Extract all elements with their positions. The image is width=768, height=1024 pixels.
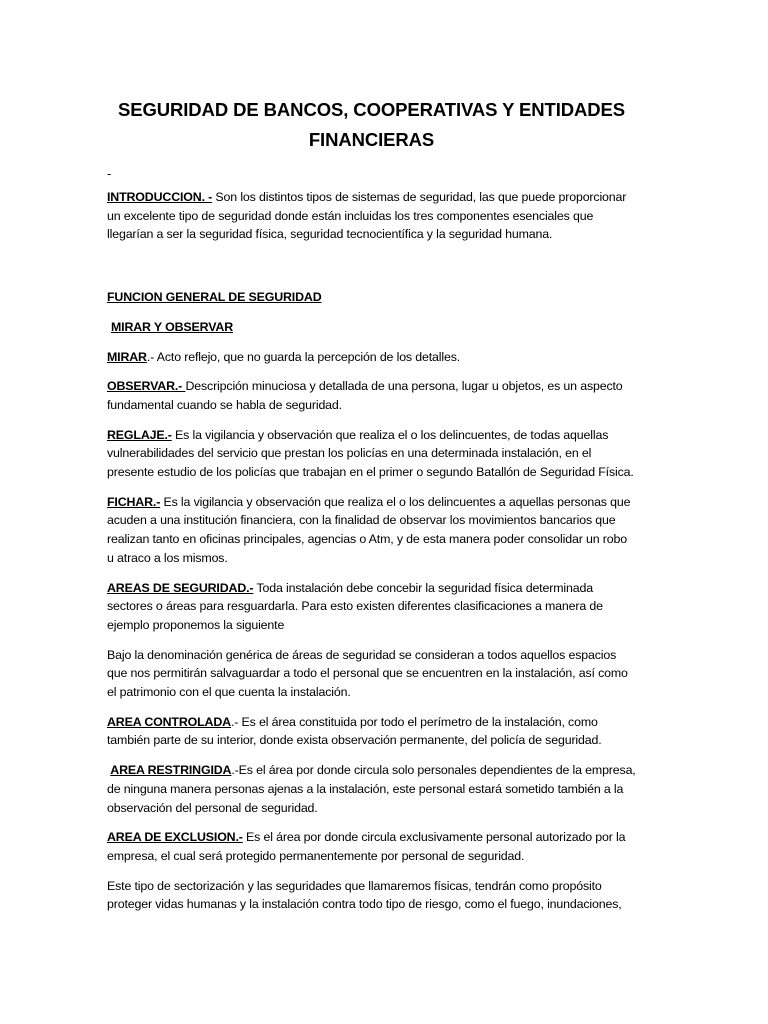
fichar-paragraph — [107, 493, 636, 568]
restricted-area-text: .-Es el área por donde circula solo personales dependientes de la empresa, de ninguna manera personas ajenas a la instalación, este personal estará sometido también a la observación del personal de seguridad. — [107, 763, 636, 815]
sectorization-text: Este tipo de sectorización y las seguridades que llamaremos físicas, tendrán como propósito proteger vidas humanas y la instalación contra todo tipo de riesgo, como el fuego, inundaciones, — [107, 878, 622, 912]
fichar-label: FICHAR.- — [107, 494, 161, 509]
mirar-text: .- Acto reflejo, que no guarda la percepción de los detalles. — [146, 349, 461, 364]
general-function-label: FUNCION GENERAL DE SEGURIDAD — [107, 290, 322, 305]
intro-label: INTRODUCCION. - — [107, 190, 213, 204]
sectorization-paragraph — [107, 877, 636, 914]
mirar-paragraph — [107, 348, 636, 367]
observar-text: Descripción minuciosa y detallada de una persona, lugar u objetos, es un aspecto fundamental cuando se habla de seguridad. — [107, 379, 623, 412]
restricted-area-label: AREA RESTRINGIDA — [110, 763, 232, 778]
exclusion-area-text: Es el área por donde circula exclusivamente personal autorizado por la empresa, el cual será protegido permanentemente por personal de seguridad. — [107, 830, 626, 863]
reglaje-paragraph — [107, 426, 636, 482]
generic-denomination-text: Bajo la denominación genérica de áreas de seguridad se consideran a todos aquellos espacios que nos permitirán salvaguardar a todo el personal que se encuentren en la instalación, así como el patrimonio con el que cuenta la instalación. — [107, 647, 628, 700]
security-areas-label: AREAS DE SEGURIDAD.- — [107, 580, 254, 595]
general-function-heading — [107, 288, 636, 307]
restricted-area-paragraph — [107, 761, 636, 817]
reglaje-text: Es la vigilancia y observación que realiza el o los delincuentes, de todas aquellas vulnerabilidades del servicio que prestan los policías en una determinada instalación, en el presente estudio de los policías que trabajan en el primer o segundo Batallón de Seguridad Física. — [107, 427, 634, 480]
observar-label: OBSERVAR.- — [107, 379, 186, 394]
controlled-area-text: .- Es el área constituida por todo el perímetro de la instalación, como también parte de su interior, donde exista observación permanente, del policía de seguridad. — [107, 714, 602, 748]
fichar-text: Es la vigilancia y observación que realiza el o los delincuentes a aquellas personas que acuden a una institución financiera, con la finalidad de observar los movimientos bancarios que realizan tanto en oficinas principales, agencias o Atm, y de esta manera poder consolidar un robo u atraco a los mismos. — [107, 494, 631, 565]
document-title: SEGURIDAD DE BANCOS, COOPERATIVAS Y ENTIDADES FINANCIERAS — [117, 99, 626, 150]
dash-line: - — [107, 166, 112, 181]
security-areas-text: Toda instalación debe concebir la seguridad física determinada sectores o áreas para resguardarla. Para esto existen diferentes clasificaciones a manera de ejemplo proponemos la siguiente — [107, 580, 603, 632]
look-observe-label: MIRAR Y OBSERVAR — [111, 319, 233, 334]
exclusion-area-label: AREA DE EXCLUSION.- — [107, 830, 243, 845]
intro-paragraph — [107, 188, 636, 244]
look-observe-heading — [107, 318, 636, 337]
intro-text: Son los distintos tipos de sistemas de seguridad, las que puede proporcionar un excelente tipo de seguridad donde están incluidas los tres componentes esenciales que llegarían a ser la seguridad física, seguridad tecnocientífica y la seguridad humana. — [107, 190, 627, 242]
mirar-label: MIRAR — [107, 349, 147, 364]
exclusion-area-paragraph — [107, 828, 636, 865]
security-areas-paragraph — [107, 579, 636, 635]
observar-paragraph — [107, 377, 636, 414]
controlled-area-label: AREA CONTROLADA — [107, 714, 231, 729]
reglaje-label: REGLAJE.- — [107, 427, 172, 442]
generic-denomination-paragraph — [107, 646, 636, 702]
controlled-area-paragraph — [107, 713, 636, 750]
